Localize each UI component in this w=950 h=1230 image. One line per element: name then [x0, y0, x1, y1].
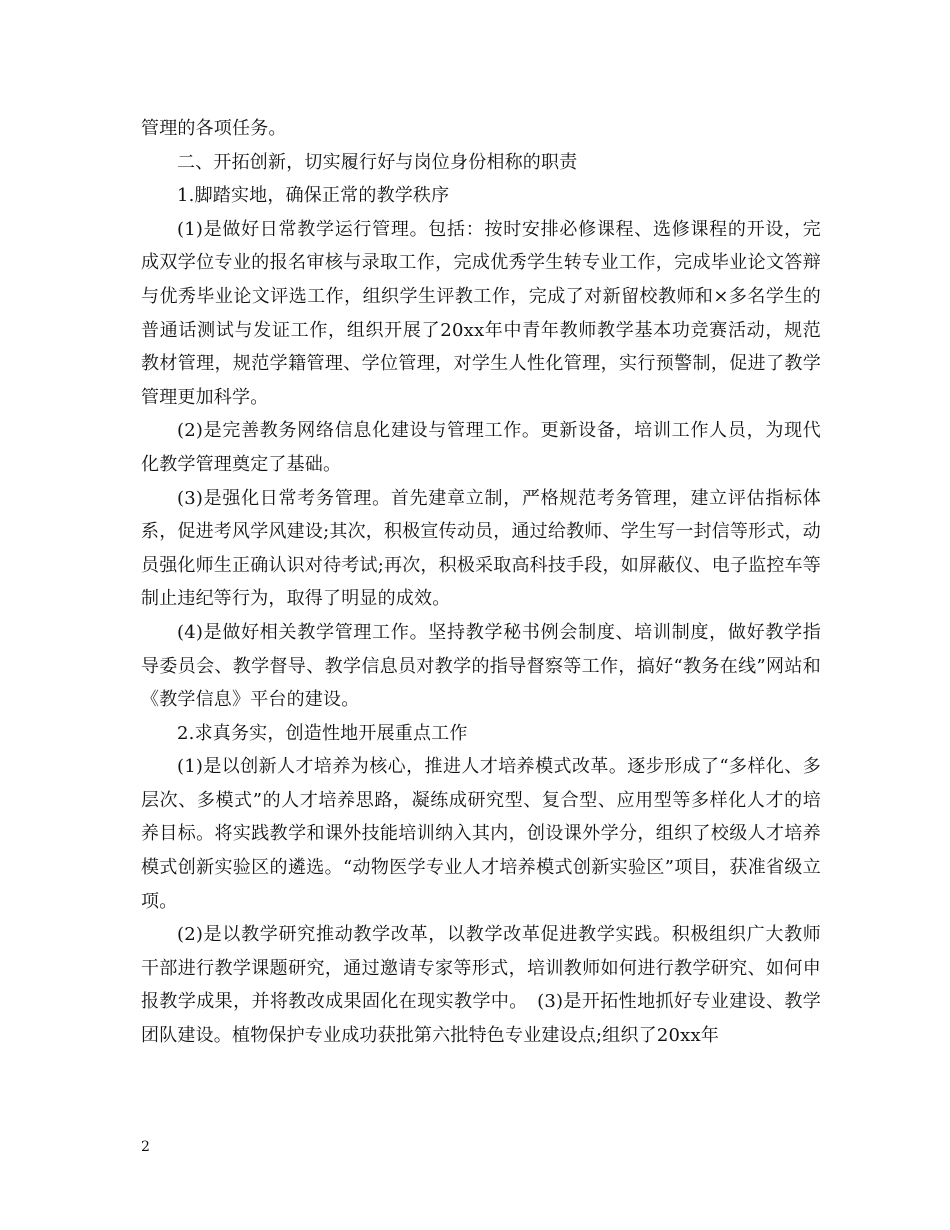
- body-text: [141, 112, 821, 1053]
- paragraph-item-1-3: (3)是强化日常考务管理。首先建章立制，严格规范考务管理，建立评估指标体系，促进考风学风建设;其次，积极宣传动员，通过给教师、学生写一封信等形式，动员强化师生正确认识对待考试;再次，积极采取高科技手段，如屏蔽仪、电子监控车等制止违纪等行为，取得了明显的成效。: [141, 487, 821, 610]
- paragraph-item-2-1: (1)是以创新人才培养为核心，推进人才培养模式改革。逐步形成了“多样化、多层次、多模式”的人才培养思路，凝练成研究型、复合型、应用型等多样化人才的培养目标。将实践教学和课外技能培训纳入其内，创设课外学分，组织了校级人才培养模式创新实验区的遴选。“动物医学专业人才培养模式创新实验区”项目，获准省级立项。: [141, 756, 821, 912]
- paragraph-item-1-4: (4)是做好相关教学管理工作。坚持教学秘书例会制度、培训制度，做好教学指导委员会、教学督导、教学信息员对教学的指导督察等工作，搞好“教务在线”网站和《教学信息》平台的建设。: [141, 621, 821, 711]
- page-number: 2: [141, 1139, 150, 1155]
- paragraph-item-1-1: (1)是做好日常教学运行管理。包括：按时安排必修课程、选修课程的开设，完成双学位专业的报名审核与录取工作，完成优秀学生转专业工作，完成毕业论文答辩与优秀毕业论文评选工作，组织学生评教工作，完成了对新留校教师和×多名学生的普通话测试与发证工作，组织开展了20xx年中青年教师教学基本功竞赛活动，规范教材管理，规范学籍管理、学位管理，对学生人性化管理，实行预警制，促进了教学管理更加科学。: [141, 218, 821, 408]
- subsection-heading-1: 1.脚踏实地，确保正常的教学秩序: [177, 185, 450, 207]
- subsection-heading-2: 2.求真务实，创造性地开展重点工作: [177, 722, 468, 744]
- section-heading: 二、开拓创新，切实履行好与岗位身份相称的职责: [177, 151, 578, 173]
- paragraph-item-2-2: (2)是以教学研究推动教学改革，以教学改革促进教学实践。积极组织广大教师干部进行教学课题研究，通过邀请专家等形式，培训教师如何进行教学研究、如何申报教学成果，并将教改成果固化在现实教学中。 (3)是开拓性地抓好专业建设、教学团队建设。植物保护专业成功获批第六批特色专业建设点;组织了20xx年: [141, 924, 821, 1047]
- paragraph-continuation: 管理的各项任务。: [141, 118, 287, 139]
- paragraph-item-1-2: (2)是完善教务网络信息化建设与管理工作。更新设备，培训工作人员，为现代化教学管理奠定了基础。: [141, 420, 821, 475]
